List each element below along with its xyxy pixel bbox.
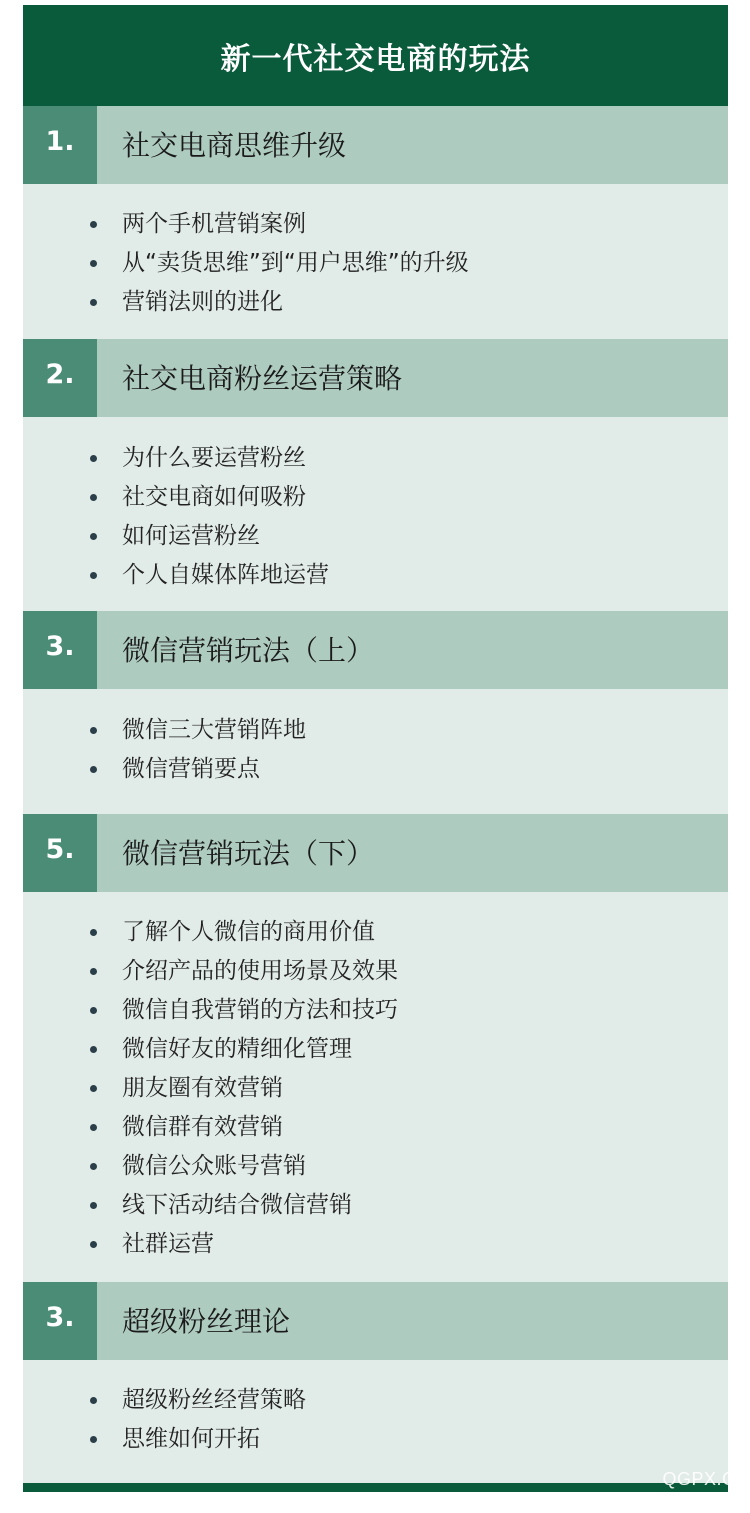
watermark: QGPX.CO <box>662 1469 750 1489</box>
section-body <box>23 1360 728 1459</box>
section-1 <box>23 106 728 339</box>
section-2 <box>23 339 728 611</box>
section-3 <box>23 611 728 814</box>
list-item: 营销法则的进化 <box>23 283 728 322</box>
section-header <box>23 106 728 184</box>
bullet-icon <box>90 1397 97 1404</box>
section-title: 社交电商粉丝运营策略 <box>122 362 403 395</box>
list-item: 微信三大营销阵地 <box>23 711 728 750</box>
bullet-icon <box>90 1007 97 1014</box>
section-title: 微信营销玩法（下） <box>122 837 375 870</box>
bullet-icon <box>90 260 97 267</box>
bullet-icon <box>90 1436 97 1443</box>
section-header <box>23 611 728 689</box>
section-number: 5. <box>23 814 97 892</box>
bullet-icon <box>90 494 97 501</box>
list-item: 如何运营粉丝 <box>23 517 728 556</box>
section-title: 超级粉丝理论 <box>122 1305 291 1338</box>
bottom-bar <box>23 1483 728 1492</box>
page-title-bar <box>23 5 728 106</box>
section-body <box>23 417 728 611</box>
section-5 <box>23 1282 728 1459</box>
section-number: 3. <box>23 611 97 689</box>
bullet-icon <box>90 1046 97 1053</box>
bullet-icon <box>90 1124 97 1131</box>
bullet-icon <box>90 572 97 579</box>
list-item: 微信营销要点 <box>23 750 728 789</box>
bullet-icon <box>90 455 97 462</box>
list-item: 社群运营 <box>23 1225 728 1264</box>
bullet-icon <box>90 533 97 540</box>
section-number: 3. <box>23 1282 97 1360</box>
bullet-icon <box>90 929 97 936</box>
list-item: 为什么要运营粉丝 <box>23 439 728 478</box>
list-item: 微信自我营销的方法和技巧 <box>23 991 728 1030</box>
section-body <box>23 689 728 814</box>
course-outline-card <box>23 5 728 1492</box>
list-item: 个人自媒体阵地运营 <box>23 556 728 595</box>
bullet-icon <box>90 727 97 734</box>
list-item: 微信好友的精细化管理 <box>23 1030 728 1069</box>
section-title: 社交电商思维升级 <box>122 129 347 162</box>
bullet-icon <box>90 299 97 306</box>
section-title: 微信营销玩法（上） <box>122 634 375 667</box>
list-item: 超级粉丝经营策略 <box>23 1381 728 1420</box>
bullet-icon <box>90 221 97 228</box>
list-item: 从“卖货思维”到“用户思维”的升级 <box>23 244 728 283</box>
bullet-icon <box>90 1163 97 1170</box>
list-item: 朋友圈有效营销 <box>23 1069 728 1108</box>
list-item: 社交电商如何吸粉 <box>23 478 728 517</box>
list-item: 线下活动结合微信营销 <box>23 1186 728 1225</box>
section-body <box>23 892 728 1282</box>
list-item: 介绍产品的使用场景及效果 <box>23 952 728 991</box>
section-4 <box>23 814 728 1282</box>
list-item: 了解个人微信的商用价值 <box>23 913 728 952</box>
list-item: 微信群有效营销 <box>23 1108 728 1147</box>
section-header <box>23 1282 728 1360</box>
section-header <box>23 339 728 417</box>
section-number: 2. <box>23 339 97 417</box>
list-item: 微信公众账号营销 <box>23 1147 728 1186</box>
list-item: 两个手机营销案例 <box>23 205 728 244</box>
list-item: 思维如何开拓 <box>23 1420 728 1459</box>
bullet-icon <box>90 1202 97 1209</box>
section-number: 1. <box>23 106 97 184</box>
section-header <box>23 814 728 892</box>
page-title: 新一代社交电商的玩法 <box>220 41 531 77</box>
bullet-icon <box>90 1085 97 1092</box>
section-body <box>23 184 728 339</box>
bullet-icon <box>90 968 97 975</box>
bullet-icon <box>90 766 97 773</box>
bullet-icon <box>90 1241 97 1248</box>
